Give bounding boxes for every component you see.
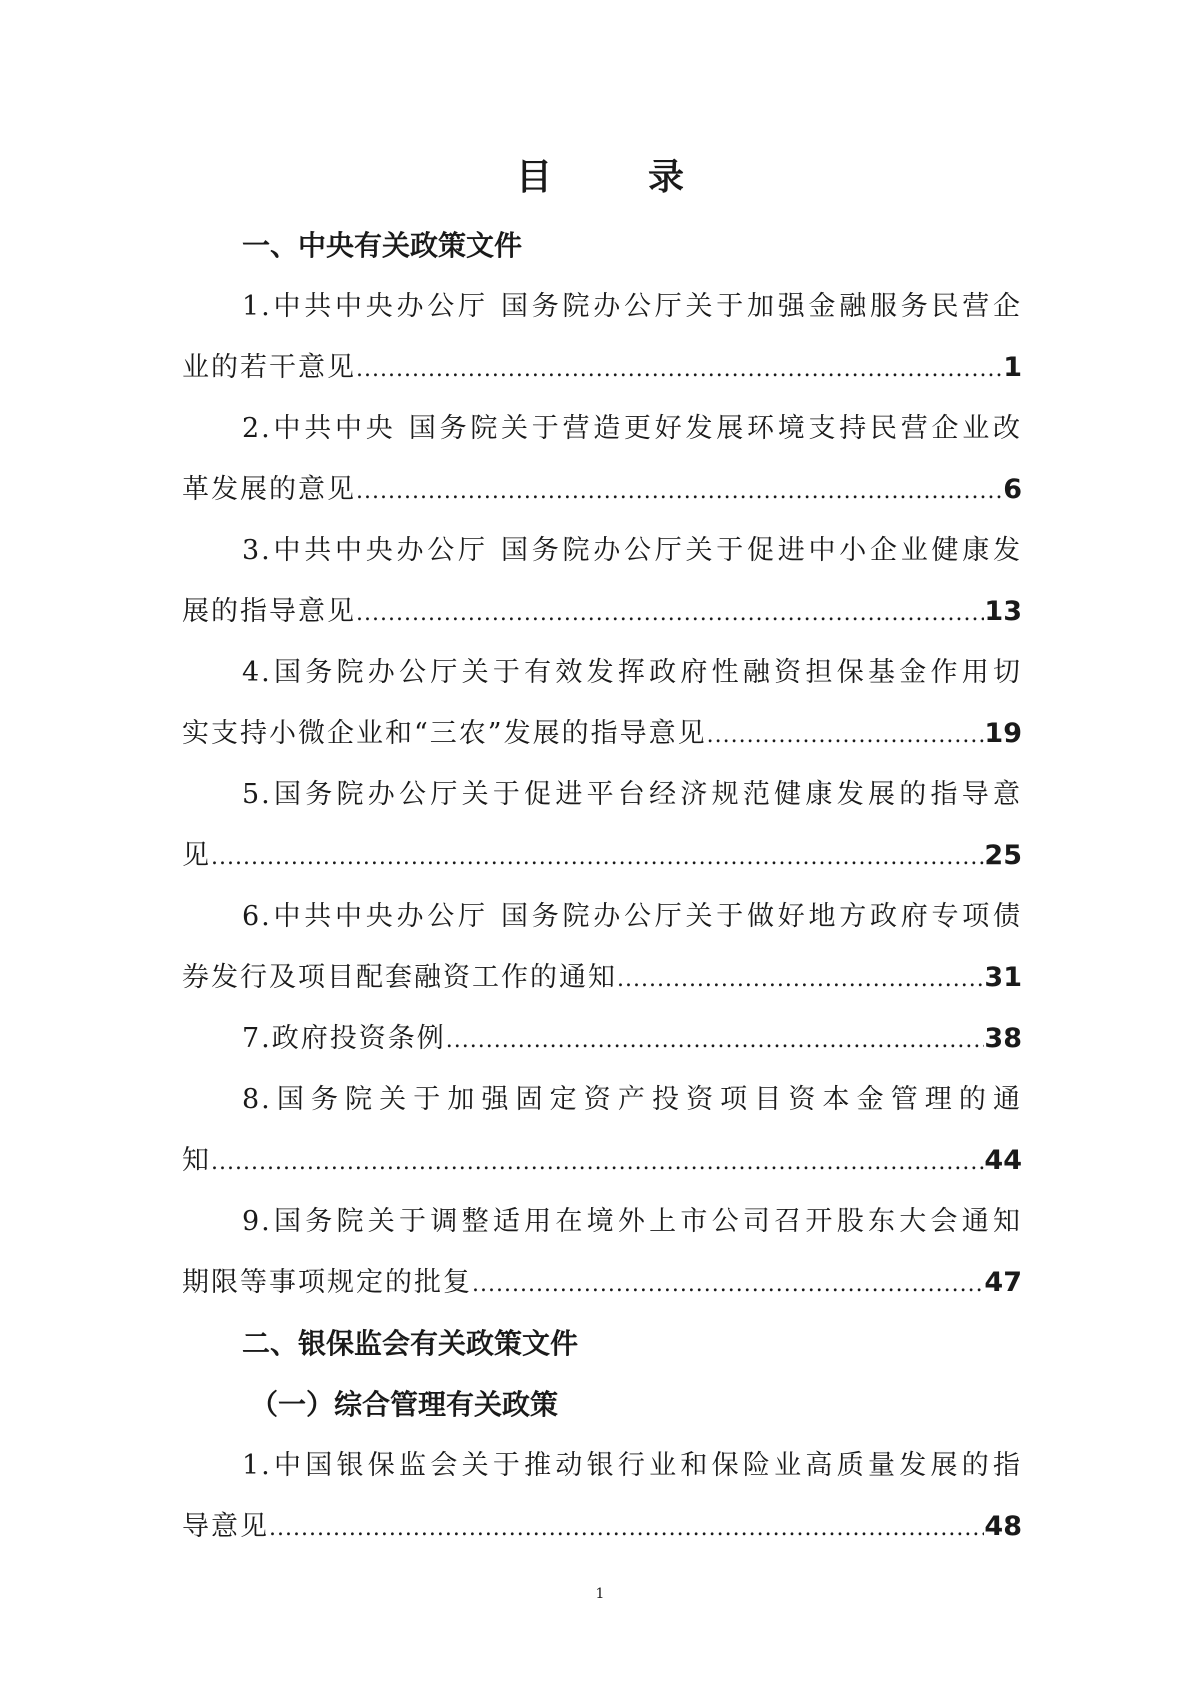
toc-title: 目 录 (515, 157, 714, 198)
toc-entry-line[interactable]: 8.国务院关于加强固定资产投资项目资本金管理的通 (242, 1084, 1022, 1115)
section-heading: 一、中央有关政策文件 (242, 229, 523, 262)
toc-entry-line[interactable]: 1.中国银保监会关于推动银行业和保险业高质量发展的指 (242, 1450, 1022, 1481)
toc-entry-text: 见 (182, 840, 211, 871)
toc-entry-line[interactable]: 9.国务院关于调整适用在境外上市公司召开股东大会通知 (242, 1206, 1022, 1237)
toc-entry-line[interactable]: 1.中共中央办公厅 国务院办公厅关于加强金融服务民营企 (242, 291, 1022, 322)
dot-leader (211, 827, 984, 886)
toc-entry-text: 实支持小微企业和“三农”发展的指导意见 (182, 718, 707, 749)
toc-page-number: 38 (984, 1023, 1022, 1054)
toc-page-number: 13 (984, 596, 1022, 627)
toc-entry-text: 导意见 (182, 1511, 269, 1542)
toc-entry-text: 期限等事项规定的批复 (182, 1267, 472, 1298)
toc-content (182, 215, 1022, 1557)
toc-entry-line[interactable] (182, 1130, 1022, 1191)
toc-entry-line[interactable] (182, 825, 1022, 886)
toc-page-number: 1 (1003, 352, 1022, 383)
dot-leader (446, 1010, 985, 1069)
toc-entry-line[interactable] (182, 337, 1022, 398)
toc-entry-line[interactable] (182, 459, 1022, 520)
toc-page-number: 19 (984, 718, 1022, 749)
dot-leader (707, 705, 985, 764)
section-heading: 二、银保监会有关政策文件 (242, 1327, 579, 1360)
toc-entry-text: 券发行及项目配套融资工作的通知 (182, 962, 617, 993)
dot-leader (617, 949, 984, 1008)
dot-leader (356, 461, 1003, 520)
toc-entry-text: 革发展的意见 (182, 474, 356, 505)
toc-entry-text: 展的指导意见 (182, 596, 356, 627)
toc-entry-line[interactable] (182, 1496, 1022, 1557)
toc-entry-line[interactable]: 6.中共中央办公厅 国务院办公厅关于做好地方政府专项债 (242, 901, 1022, 932)
toc-entry-text: 业的若干意见 (182, 352, 356, 383)
toc-entry-line[interactable] (182, 1008, 1022, 1069)
toc-entry-line[interactable]: 4.国务院办公厅关于有效发挥政府性融资担保基金作用切 (242, 657, 1022, 688)
toc-page-number: 6 (1003, 474, 1022, 505)
dot-leader (211, 1132, 984, 1191)
toc-entry-line[interactable]: 5.国务院办公厅关于促进平台经济规范健康发展的指导意 (242, 779, 1022, 810)
toc-entry-line[interactable] (182, 947, 1022, 1008)
toc-page-number: 25 (984, 840, 1022, 871)
toc-entry-text: 知 (182, 1145, 211, 1176)
toc-entry-line[interactable] (182, 581, 1022, 642)
toc-entry-text: 7.政府投资条例 (242, 1023, 446, 1054)
toc-page-number: 31 (984, 962, 1022, 993)
toc-entry-line[interactable]: 3.中共中央办公厅 国务院办公厅关于促进中小企业健康发 (242, 535, 1022, 566)
page-footer-number: 1 (595, 1586, 605, 1602)
sub-section-heading: （一）综合管理有关政策 (250, 1388, 559, 1421)
toc-page-number: 47 (984, 1267, 1022, 1298)
toc-entry-line[interactable] (182, 1252, 1022, 1313)
toc-page-number: 44 (984, 1145, 1022, 1176)
dot-leader (269, 1498, 984, 1557)
dot-leader (356, 339, 1003, 398)
toc-page-number: 48 (984, 1511, 1022, 1542)
dot-leader (356, 583, 984, 642)
dot-leader (472, 1254, 984, 1313)
toc-entry-line[interactable]: 2.中共中央 国务院关于营造更好发展环境支持民营企业改 (242, 413, 1022, 444)
toc-entry-line[interactable] (182, 703, 1022, 764)
